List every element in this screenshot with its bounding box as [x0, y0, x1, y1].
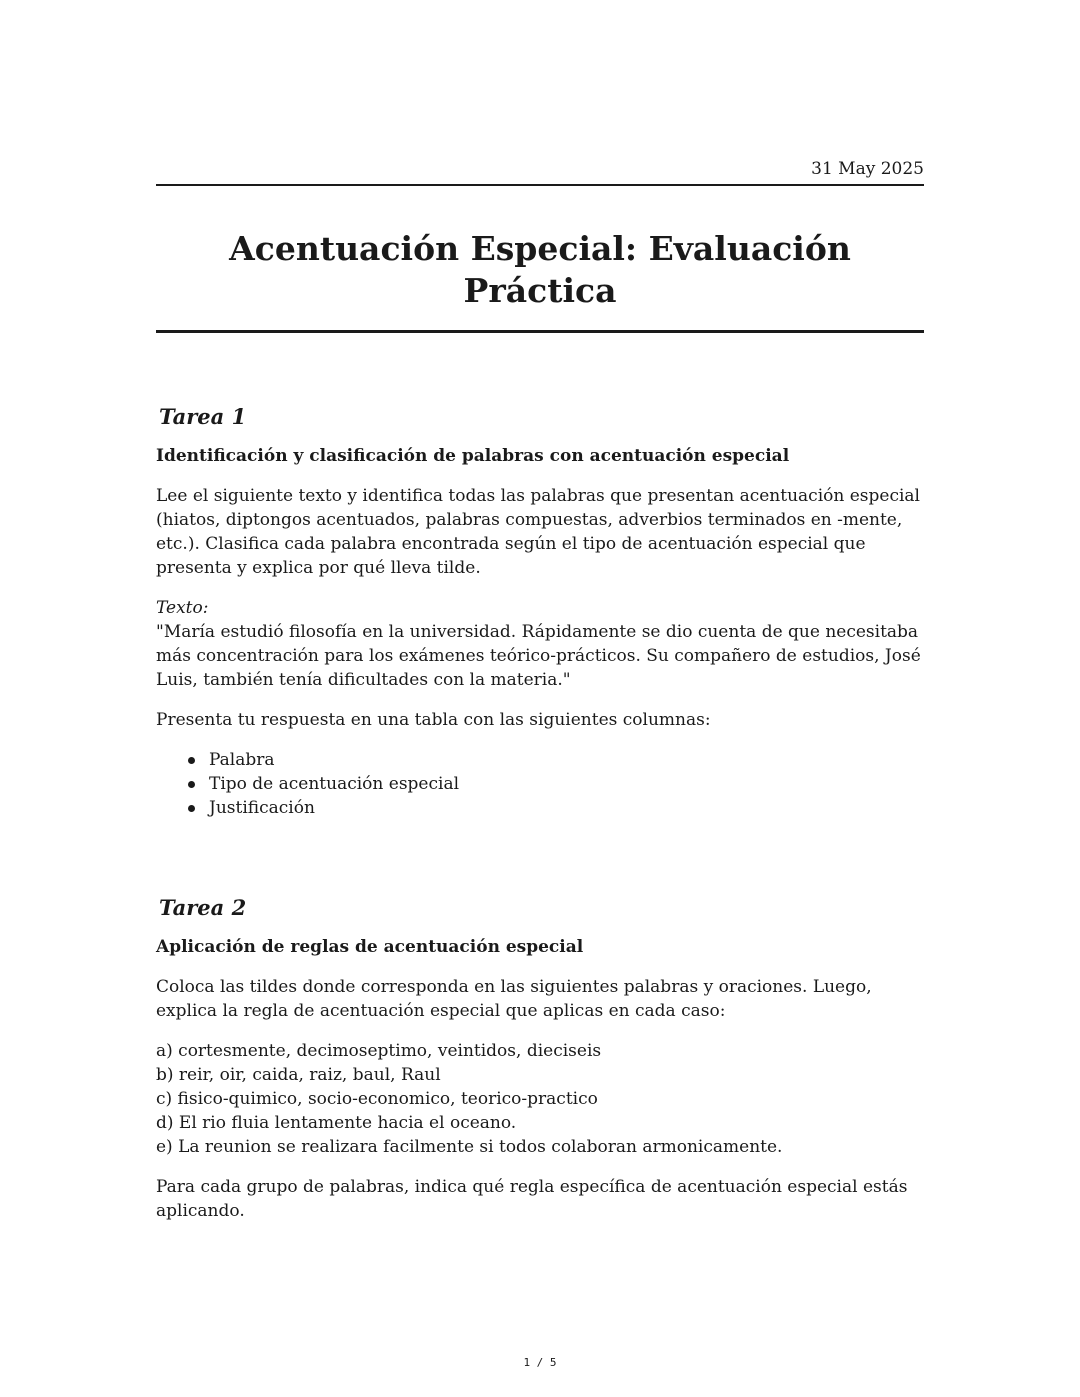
title-rule [156, 330, 924, 333]
exercise-item: c) fisico-quimico, socio-economico, teorico-practico [156, 1089, 598, 1109]
list-item: Justificación [156, 796, 924, 820]
task-2-section [156, 894, 924, 1223]
task-1-table-prompt: Presenta tu respuesta en una tabla con las siguientes columnas: [156, 710, 711, 730]
task-1-column-list [156, 748, 924, 820]
task-1-subtitle: Identificación y clasificación de palabras con acentuación especial [156, 446, 790, 466]
task-1-text-block [156, 596, 924, 692]
list-item: Palabra [156, 748, 924, 772]
task-1-heading: Tarea 1 [159, 404, 247, 429]
task-1-text-label: Texto: [156, 598, 209, 618]
task-2-exercise-list [156, 1039, 924, 1159]
page-indicator: 1 / 5 [523, 1356, 557, 1369]
exercise-item: e) La reunion se realizara facilmente si todos colaboran armonicamente. [156, 1137, 783, 1157]
exercise-item: b) reir, oir, caida, raiz, baul, Raul [156, 1065, 441, 1085]
task-1-text-body: "María estudió filosofía en la universidad. Rápidamente se dio cuenta de que necesitaba más concentración para los exámenes teórico-prácticos. Su compañero de estudios, José Luis, también tenía dificultades con la materia." [156, 622, 921, 690]
exercise-item: d) El rio fluia lentamente hacia el oceano. [156, 1113, 517, 1133]
list-item: Tipo de acentuación especial [156, 772, 924, 796]
exercise-item: a) cortesmente, decimoseptimo, veintidos, dieciseis [156, 1041, 602, 1061]
header-rule [156, 184, 924, 186]
task-2-subtitle: Aplicación de reglas de acentuación especial [156, 937, 584, 957]
task-2-instructions: Coloca las tildes donde corresponda en las siguientes palabras y oraciones. Luego, explica la regla de acentuación especial que aplicas en cada caso: [156, 977, 872, 1021]
task-1-section [156, 403, 924, 820]
document-date: 31 May 2025 [811, 159, 924, 179]
task-1-instructions: Lee el siguiente texto y identifica todas las palabras que presentan acentuación especial (hiatos, diptongos acentuados, palabras compuestas, adverbios terminados en -mente, etc.). Clasifica cada palabra encontrada según el tipo de acentuación especial que presenta y explica por qué lleva tilde. [156, 486, 920, 578]
document-page [156, 0, 924, 1397]
task-2-closing: Para cada grupo de palabras, indica qué regla específica de acentuación especial estás aplicando. [156, 1177, 908, 1221]
task-2-heading: Tarea 2 [159, 895, 247, 920]
document-title: Acentuación Especial: Evaluación Práctica [229, 229, 851, 310]
